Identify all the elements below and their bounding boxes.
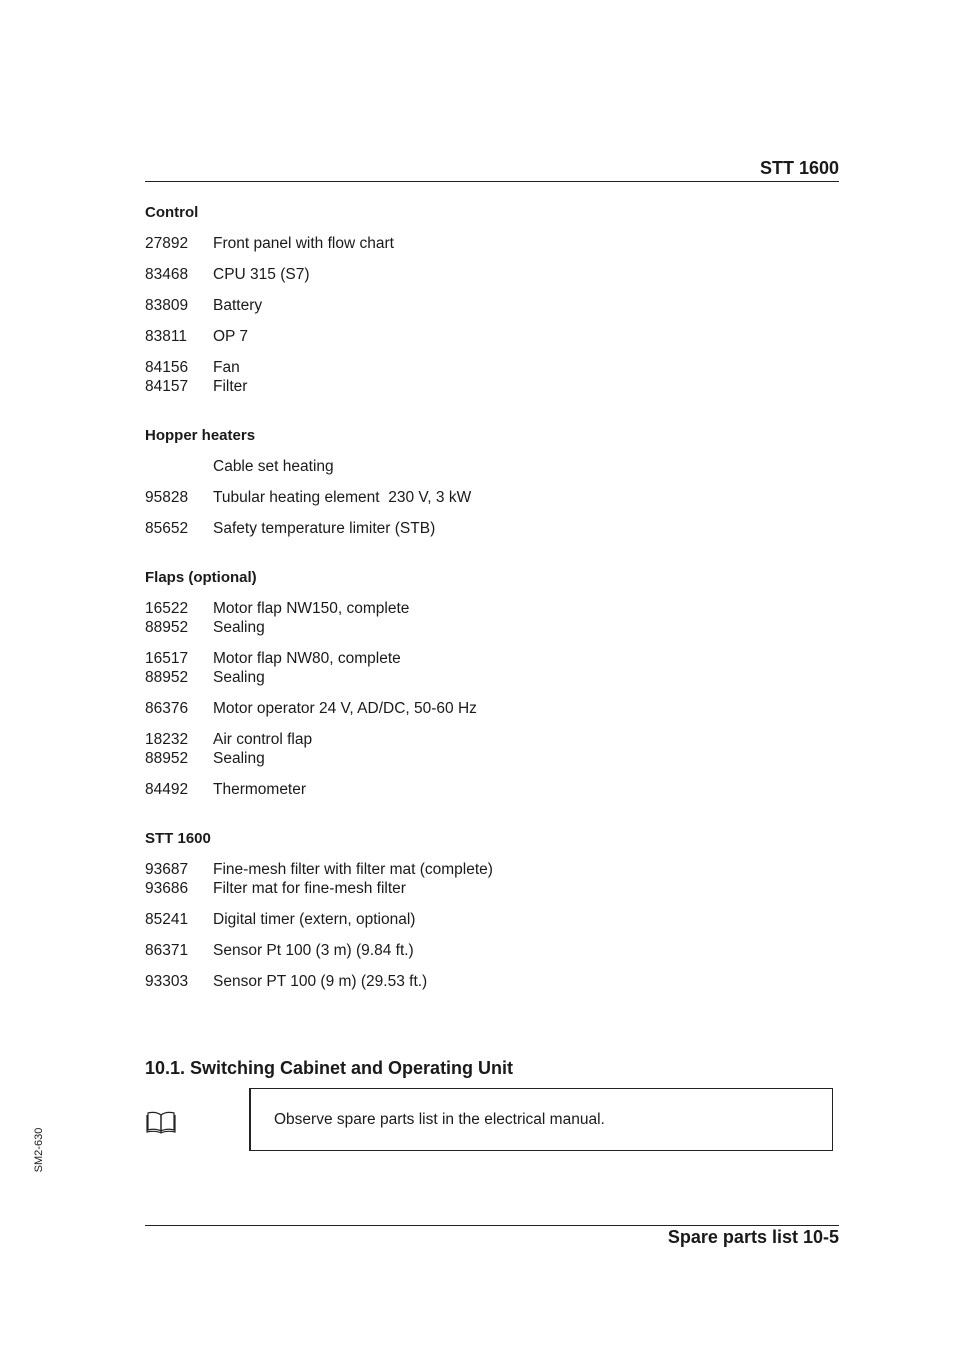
part-row <box>145 699 839 718</box>
part-number: 85241 <box>145 911 189 928</box>
part-group <box>145 519 839 538</box>
section-stt-1600 <box>145 830 839 991</box>
part-description: Motor flap NW80, complete <box>213 650 401 667</box>
part-description: Battery <box>213 297 263 314</box>
part-number: 88952 <box>145 750 189 767</box>
part-row <box>145 972 839 991</box>
part-description: Sealing <box>213 750 265 767</box>
section-title: Flaps (optional) <box>145 569 257 586</box>
part-number: 86371 <box>145 942 189 959</box>
part-row <box>145 327 839 346</box>
section-title: Hopper heaters <box>145 427 256 444</box>
part-row <box>145 649 839 668</box>
part-row <box>145 879 839 898</box>
part-row <box>145 860 839 879</box>
header-rule <box>145 181 839 182</box>
part-group <box>145 730 839 768</box>
document-id: SM2-630 <box>33 1127 45 1173</box>
part-number: 27892 <box>145 235 189 252</box>
part-number: 16522 <box>145 600 189 617</box>
part-number: 83811 <box>145 328 187 345</box>
part-row <box>145 618 839 637</box>
part-description: Filter <box>213 378 248 395</box>
section-flaps <box>145 569 839 799</box>
part-description: Front panel with flow chart <box>213 235 394 252</box>
part-description: OP 7 <box>213 328 249 345</box>
part-group <box>145 265 839 284</box>
part-description: Sensor Pt 100 (3 m) (9.84 ft.) <box>213 942 414 959</box>
part-number: 93686 <box>145 880 189 897</box>
part-description: Sensor PT 100 (9 m) (29.53 ft.) <box>213 973 428 990</box>
part-number: 16517 <box>145 650 189 667</box>
part-description: Motor flap NW150, complete <box>213 600 410 617</box>
part-number: 83468 <box>145 266 189 283</box>
part-description: Digital timer (extern, optional) <box>213 911 416 928</box>
part-number: 93303 <box>145 973 189 990</box>
part-row <box>145 358 839 377</box>
part-number: 18232 <box>145 731 189 748</box>
part-group <box>145 780 839 799</box>
part-number: 83809 <box>145 297 189 314</box>
part-row <box>145 910 839 929</box>
part-row <box>145 730 839 749</box>
part-description: Sealing <box>213 619 265 636</box>
notice-box <box>249 1088 833 1151</box>
part-row <box>145 941 839 960</box>
part-number: 85652 <box>145 520 189 537</box>
part-row <box>145 488 839 507</box>
part-description: Safety temperature limiter (STB) <box>213 520 436 537</box>
part-group <box>145 234 839 253</box>
part-description: Air control flap <box>213 731 313 748</box>
part-number: 93687 <box>145 861 189 878</box>
part-number: 88952 <box>145 619 189 636</box>
footer-title: Spare parts list 10-5 <box>667 1227 839 1247</box>
part-group <box>145 699 839 718</box>
part-row <box>145 599 839 618</box>
part-row <box>145 780 839 799</box>
part-number: 95828 <box>145 489 189 506</box>
part-row <box>145 749 839 768</box>
part-row <box>145 234 839 253</box>
part-description: Cable set heating <box>213 458 334 475</box>
part-row <box>145 519 839 538</box>
part-number <box>145 457 213 476</box>
part-row <box>145 265 839 284</box>
section-hopper-heaters <box>145 427 839 538</box>
chapter-title: 10.1. Switching Cabinet and Operating Unit <box>145 1058 514 1078</box>
section-title: Control <box>145 204 199 221</box>
part-group <box>145 358 839 396</box>
book-icon <box>146 1110 176 1134</box>
part-row <box>145 668 839 687</box>
part-group <box>145 327 839 346</box>
notice-text: Observe spare parts list in the electrical manual. <box>274 1110 605 1128</box>
part-group <box>145 860 839 898</box>
part-number: 86376 <box>145 700 189 717</box>
part-description: Fine-mesh filter with filter mat (complete) <box>213 861 493 878</box>
part-number: 88952 <box>145 669 189 686</box>
part-group <box>145 649 839 687</box>
part-group <box>145 910 839 929</box>
part-number: 84492 <box>145 781 189 798</box>
section-control <box>145 204 839 396</box>
part-row <box>145 457 839 476</box>
parts-list <box>145 204 839 1022</box>
part-description: Fan <box>213 359 240 376</box>
part-group <box>145 488 839 507</box>
part-description: Motor operator 24 V, AD/DC, 50-60 Hz <box>213 700 477 717</box>
part-description: CPU 315 (S7) <box>213 266 310 283</box>
part-group <box>145 972 839 991</box>
part-number: 84157 <box>145 378 189 395</box>
part-row <box>145 377 839 396</box>
section-title: STT 1600 <box>145 830 211 847</box>
header-title: STT 1600 <box>759 158 839 178</box>
part-group <box>145 599 839 637</box>
part-description: Filter mat for fine-mesh filter <box>213 880 406 897</box>
part-description: Tubular heating element 230 V, 3 kW <box>213 489 472 506</box>
part-group <box>145 457 839 476</box>
part-group <box>145 296 839 315</box>
part-row <box>145 296 839 315</box>
part-group <box>145 941 839 960</box>
part-number: 84156 <box>145 359 189 376</box>
part-description: Thermometer <box>213 781 307 798</box>
footer-rule <box>145 1225 839 1226</box>
part-description: Sealing <box>213 669 265 686</box>
